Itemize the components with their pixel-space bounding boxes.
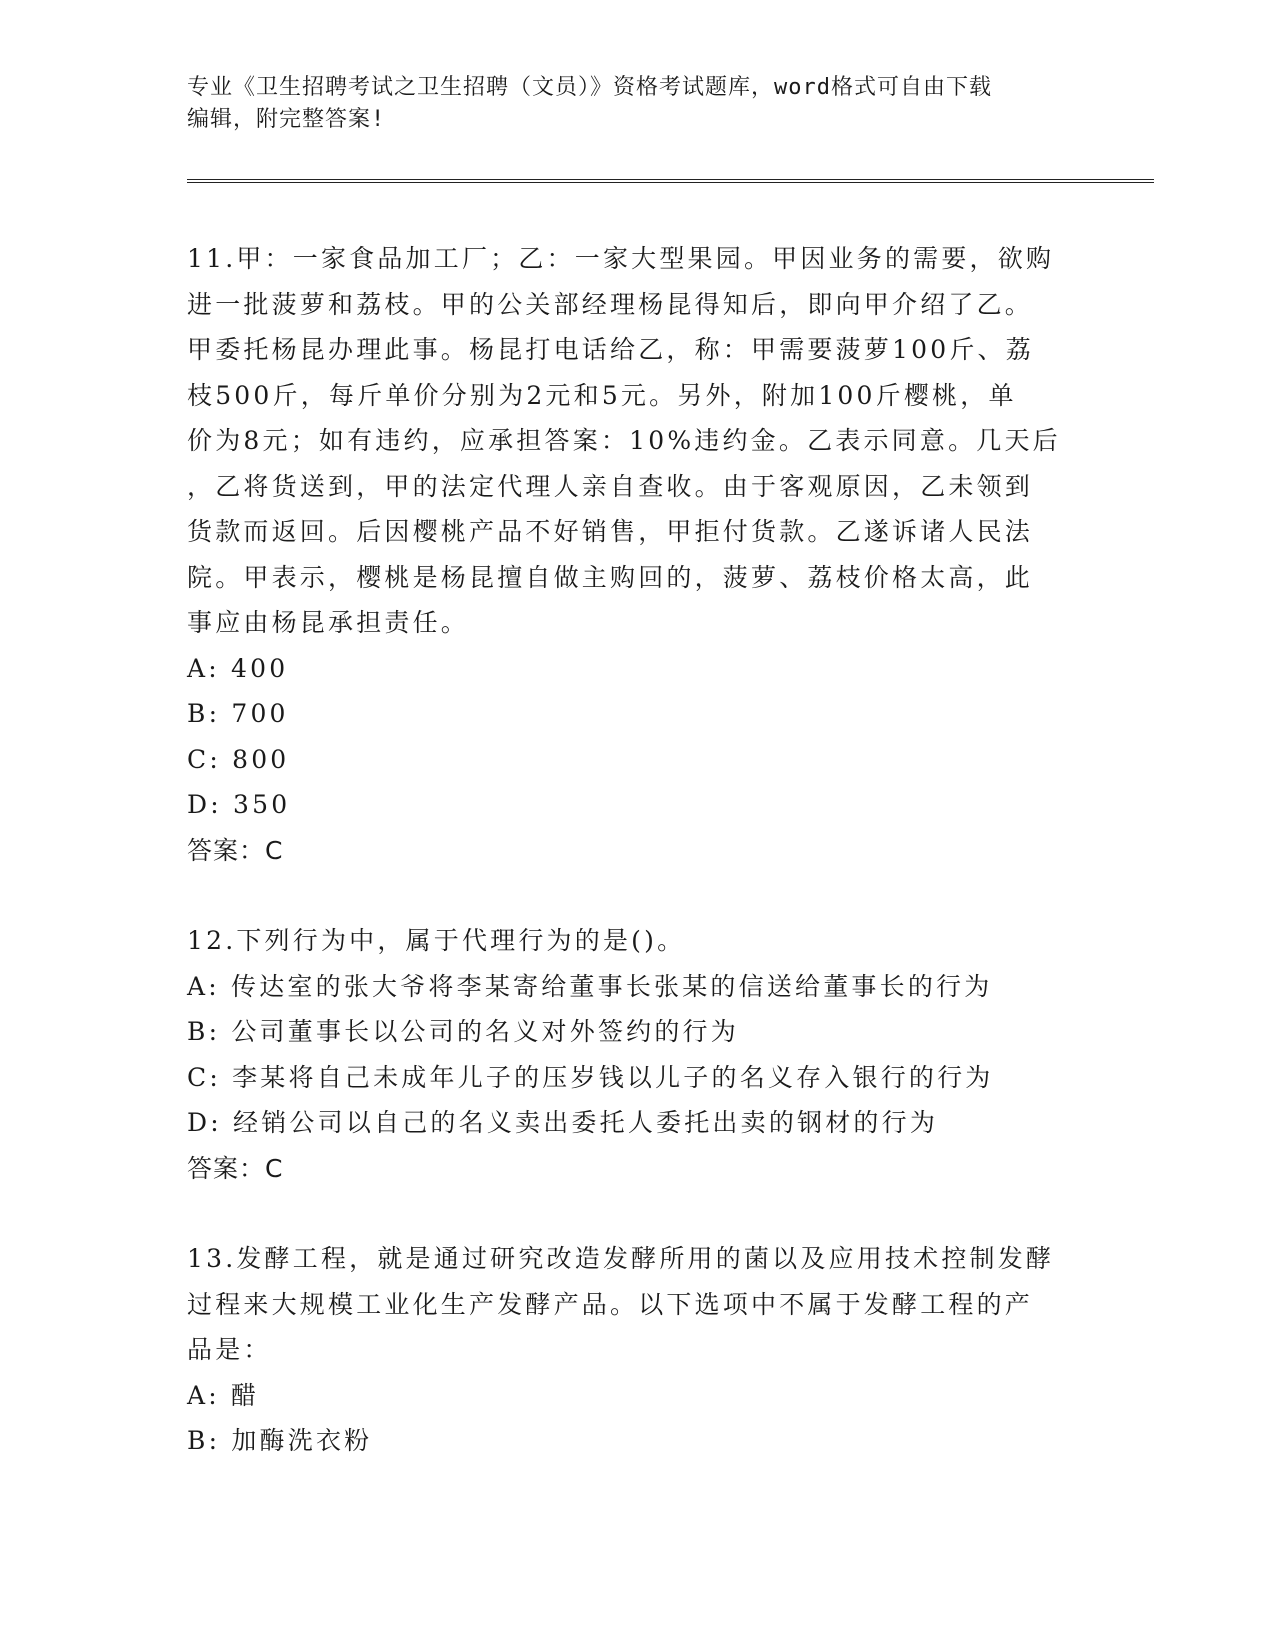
answer-line: 答案：C — [187, 835, 284, 865]
question-stem-line: 货款而返回。后因樱桃产品不好销售，甲拒付货款。乙遂诉诸人民法 — [187, 517, 1034, 546]
question-stem-line: 11.甲：一家食品加工厂；乙：一家大型果园。甲因业务的需要，欲购 — [187, 244, 1055, 273]
question-stem-line: 品是： — [187, 1335, 272, 1364]
question-stem-line: 价为8元；如有违约，应承担答案：10%违约金。乙表示同意。几天后 — [187, 426, 1061, 455]
question-stem-line: 院。甲表示，樱桃是杨昆擅自做主购回的，菠萝、荔枝价格太高，此 — [187, 562, 1034, 592]
question-stem-line: 过程来大规模工业化生产发酵产品。以下选项中不属于发酵工程的产 — [187, 1289, 1034, 1319]
option-a: A: 400 — [187, 653, 289, 683]
document-header — [187, 72, 1067, 136]
option-a: A: 传达室的张大爷将李某寄给董事长张某的信送给董事长的行为 — [187, 971, 993, 1001]
question-stem-line: ，乙将货送到，甲的法定代理人亲自查收。由于客观原因，乙未领到 — [187, 471, 1034, 501]
question-13 — [187, 1236, 1087, 1464]
header-line-2: 编辑，附完整答案! — [187, 107, 386, 132]
question-12 — [187, 918, 1087, 1191]
option-b: B: 700 — [187, 699, 289, 728]
option-b: B: 公司董事长以公司的名义对外签约的行为 — [187, 1017, 739, 1046]
question-stem-line: 事应由杨昆承担责任。 — [187, 608, 470, 637]
option-d: D: 经销公司以自己的名义卖出委托人委托出卖的钢材的行为 — [187, 1108, 939, 1137]
header-divider — [187, 179, 1154, 183]
question-stem-line: 进一批菠萝和荔枝。甲的公关部经理杨昆得知后，即向甲介绍了乙。 — [187, 289, 1034, 319]
question-spacer — [187, 873, 1087, 918]
option-c: C: 李某将自己未成年儿子的压岁钱以儿子的名义存入银行的行为 — [187, 1062, 994, 1092]
question-11 — [187, 236, 1087, 873]
option-d: D: 350 — [187, 790, 291, 819]
option-c: C: 800 — [187, 744, 290, 774]
answer-line: 答案：C — [187, 1153, 284, 1183]
header-line-1: 专业《卫生招聘考试之卫生招聘（文员）》资格考试题库，word格式可自由下载 — [187, 75, 992, 100]
question-stem-line: 12.下列行为中，属于代理行为的是()。 — [187, 926, 686, 955]
question-stem-line: 枝500斤，每斤单价分别为2元和5元。另外，附加100斤樱桃，单 — [187, 380, 1017, 410]
question-list — [187, 236, 1087, 1464]
question-stem-line: 甲委托杨昆办理此事。杨昆打电话给乙，称：甲需要菠萝100斤、荔 — [187, 335, 1034, 364]
option-b: B: 加酶洗衣粉 — [187, 1426, 373, 1455]
question-spacer — [187, 1191, 1087, 1236]
question-stem-line: 13.发酵工程，就是通过研究改造发酵所用的菌以及应用技术控制发酵 — [187, 1244, 1055, 1273]
option-a: A: 醋 — [187, 1380, 260, 1410]
